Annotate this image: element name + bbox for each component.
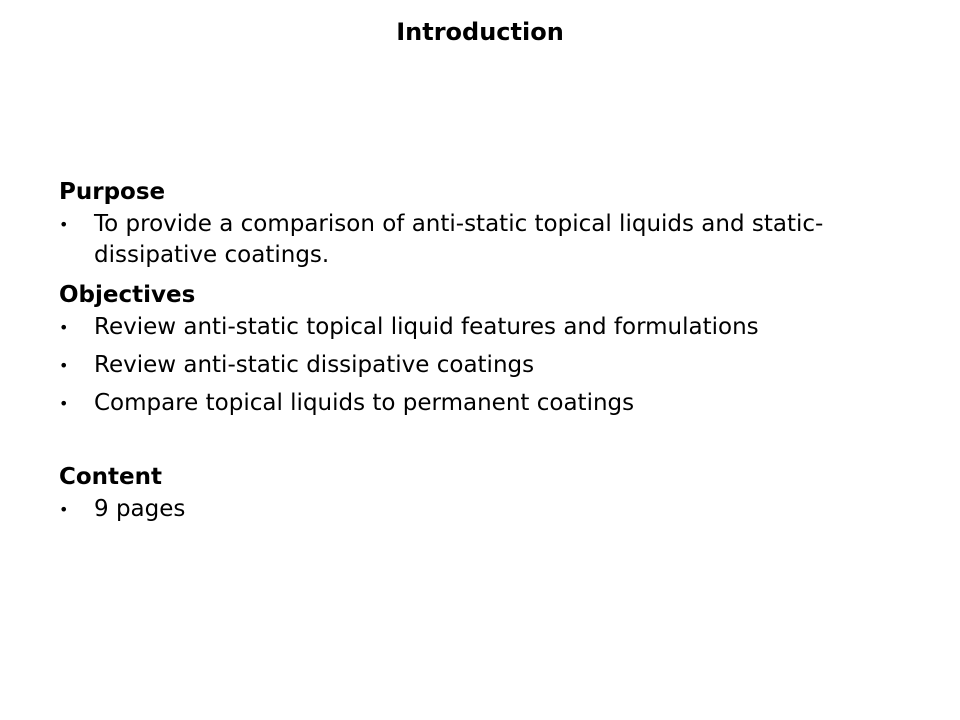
bullet-icon: •	[59, 356, 69, 375]
slide-body	[59, 175, 919, 532]
content-section	[59, 460, 919, 525]
bullet-text: To provide a comparison of anti-static topical liquids and static-dissipative coatings.	[94, 211, 824, 268]
objectives-heading: Objectives	[59, 282, 196, 308]
list-item	[59, 350, 919, 381]
objectives-section	[59, 278, 919, 419]
content-heading: Content	[59, 464, 163, 490]
bullet-text: 9 pages	[94, 496, 186, 522]
list-item	[59, 494, 919, 525]
list-item	[59, 209, 919, 271]
bullet-icon: •	[59, 215, 69, 234]
list-item	[59, 312, 919, 343]
purpose-list	[59, 209, 919, 271]
bullet-text: Review anti-static dissipative coatings	[94, 352, 535, 378]
content-list	[59, 494, 919, 525]
bullet-icon: •	[59, 318, 69, 337]
bullet-text: Compare topical liquids to permanent coatings	[94, 390, 635, 416]
slide-title: Introduction	[396, 18, 564, 46]
bullet-text: Review anti-static topical liquid features and formulations	[94, 314, 759, 340]
purpose-section	[59, 175, 919, 271]
bullet-icon: •	[59, 394, 69, 413]
objectives-list	[59, 312, 919, 419]
list-item	[59, 388, 919, 419]
purpose-heading: Purpose	[59, 179, 166, 205]
section-spacer	[59, 426, 919, 460]
bullet-icon: •	[59, 500, 69, 519]
